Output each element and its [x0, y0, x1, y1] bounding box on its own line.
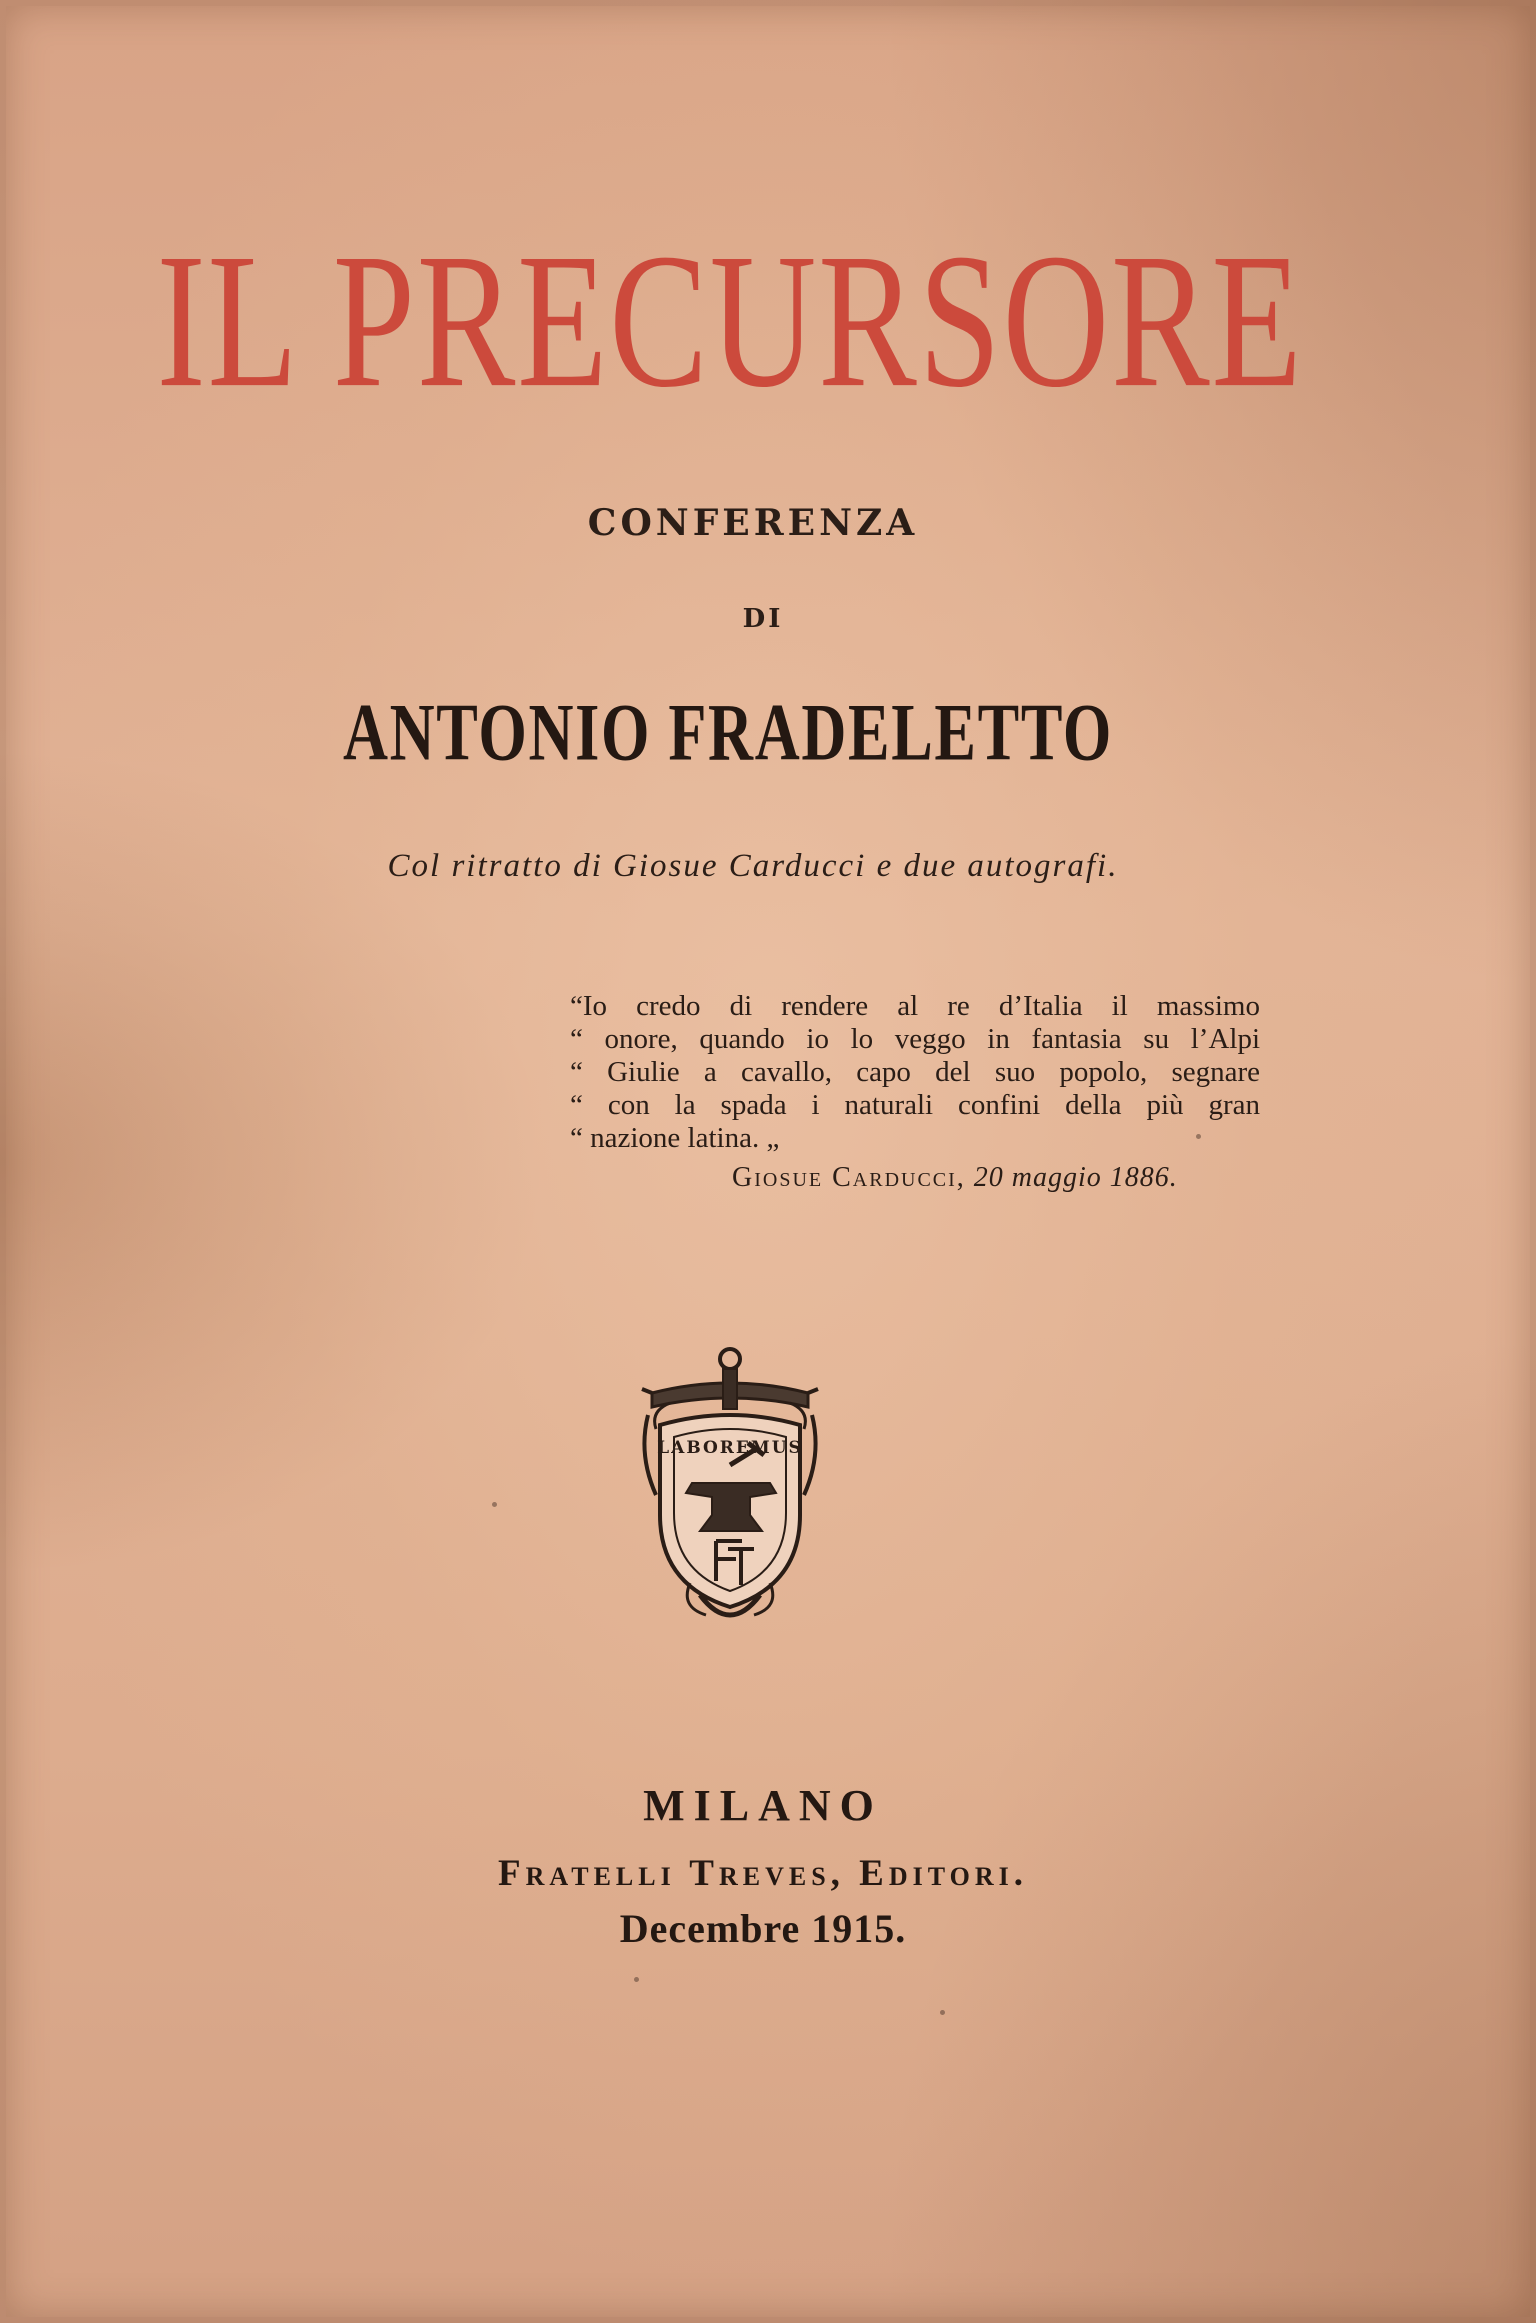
portrait-note: Col ritratto di Giosue Carducci e due autografi.: [387, 848, 1119, 884]
publication-date: Decembre 1915.: [619, 1906, 907, 1951]
epigraph-line: “Io credo di rendere al re d’Italia il massimo: [570, 990, 1260, 1022]
epigraph-line: “ nazione latina. „: [570, 1122, 780, 1154]
epigraph-quote: [570, 990, 1260, 1155]
book-subtitle: CONFERENZA: [587, 502, 919, 544]
paper-speck: [492, 1502, 497, 1507]
author-name: ANTONIO FRADELETTO: [342, 687, 1114, 778]
publisher-anchor-anvil-emblem-icon: [630, 1345, 830, 1635]
epigraph-line: “ onore, quando io lo veggo in fantasia su l’Alpi: [570, 1023, 1260, 1055]
by-word: DI: [742, 604, 784, 634]
paper-speck: [940, 2010, 945, 2015]
publication-city: MILANO: [643, 1781, 883, 1830]
paper-speck: [1196, 1134, 1201, 1139]
paper-speck: [634, 1977, 639, 1982]
epigraph-author: Giosue Carducci,: [732, 1162, 966, 1193]
book-title: IL PRECURSORE: [156, 214, 1304, 428]
epigraph-attribution: [732, 1162, 1178, 1194]
publisher-name: Fratelli Treves, Editori.: [498, 1853, 1028, 1894]
epigraph-line: “ Giulie a cavallo, capo del suo popolo, segnare: [570, 1056, 1260, 1088]
epigraph-line: “ con la spada i naturali confini della più gran: [570, 1089, 1260, 1121]
epigraph-date: 20 maggio 1886.: [973, 1162, 1178, 1193]
emblem-motto: LABOREMUS: [657, 1438, 803, 1458]
